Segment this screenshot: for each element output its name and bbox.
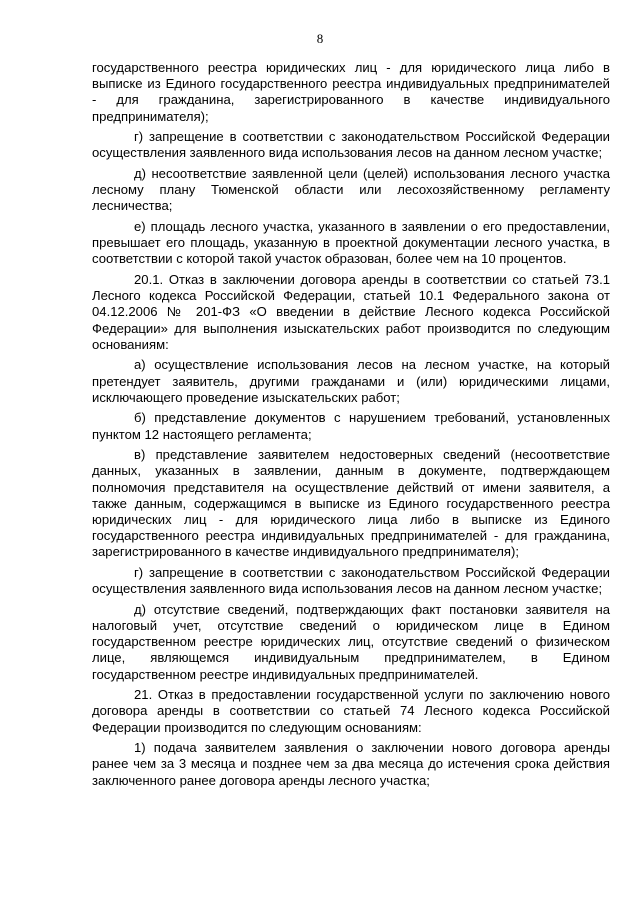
paragraph-item-g: г) запрещение в соответствии с законодательством Российской Федерации осуществления заявленного вида использования лесов на данном лесном участке; bbox=[92, 129, 610, 161]
paragraph-item-e: е) площадь лесного участка, указанного в заявлении о его предоставлении, превышает его площадь, указанную в проектной документации лесного участка, в соответствии с которой такой участок образован, более чем на 10 процентов. bbox=[92, 219, 610, 267]
document-body bbox=[92, 60, 610, 793]
paragraph-21-item-1: 1) подача заявителем заявления о заключении нового договора аренды ранее чем за 3 месяца и позднее чем за два месяца до истечения срока действия заключенного ранее договора аренды лесного участка; bbox=[92, 740, 610, 788]
paragraph-continuation: государственного реестра юридических лиц - для юридического лица либо в выписке из Единого государственного реестра индивидуальных предпринимателей - для гражданина, зарегистрированного в качестве индивидуального предпринимателя); bbox=[92, 60, 610, 124]
paragraph-item-b: б) представление документов с нарушением требований, установленных пунктом 12 настоящего регламента; bbox=[92, 410, 610, 442]
page-number: 8 bbox=[316, 31, 324, 46]
paragraph-item-g-2: г) запрещение в соответствии с законодательством Российской Федерации осуществления заявленного вида использования лесов на данном лесном участке; bbox=[92, 565, 610, 597]
paragraph-item-a: а) осуществление использования лесов на лесном участке, на который претендует заявитель, другими гражданами и (или) юридическими лицами, исключающего проведение изыскательских работ; bbox=[92, 357, 610, 405]
paragraph-21: 21. Отказ в предоставлении государственной услуги по заключению нового договора аренды в соответствии со статьей 74 Лесного кодекса Российской Федерации производится по следующим основаниям: bbox=[92, 687, 610, 735]
paragraph-item-v: в) представление заявителем недостоверных сведений (несоответствие данных, указанных в заявлении, данным в документе, подтверждающем полномочия представителя на осуществление действий от имени заявителя, а также данным, содержащимся в выписке из Единого государственного реестра юридических лиц - для юридического лица либо в выписке из Единого государственного реестра индивидуальных предпринимателей - для гражданина, зарегистрированного в качестве индивидуального предпринимателя); bbox=[92, 447, 610, 560]
paragraph-item-d: д) несоответствие заявленной цели (целей) использования лесного участка лесному плану Тюменской области или лесохозяйственному регламенту лесничества; bbox=[92, 166, 610, 214]
paragraph-item-d-2: д) отсутствие сведений, подтверждающих факт постановки заявителя на налоговый учет, отсутствие сведений о юридическом лице в Едином государственном реестре юридических лиц, отсутствие сведений о физическом лице, являющемся индивидуальным предпринимателем, в Едином государственном реестре индивидуальных предпринимателей. bbox=[92, 601, 610, 682]
paragraph-20-1: 20.1. Отказ в заключении договора аренды в соответствии со статьей 73.1 Лесного кодекса Российской Федерации, статьей 10.1 Федерального закона от 04.12.2006 № 201-ФЗ «О введении в действие Лесного кодекса Российской Федерации» для выполнения изыскательских работ производится по следующим основаниям: bbox=[92, 272, 610, 352]
